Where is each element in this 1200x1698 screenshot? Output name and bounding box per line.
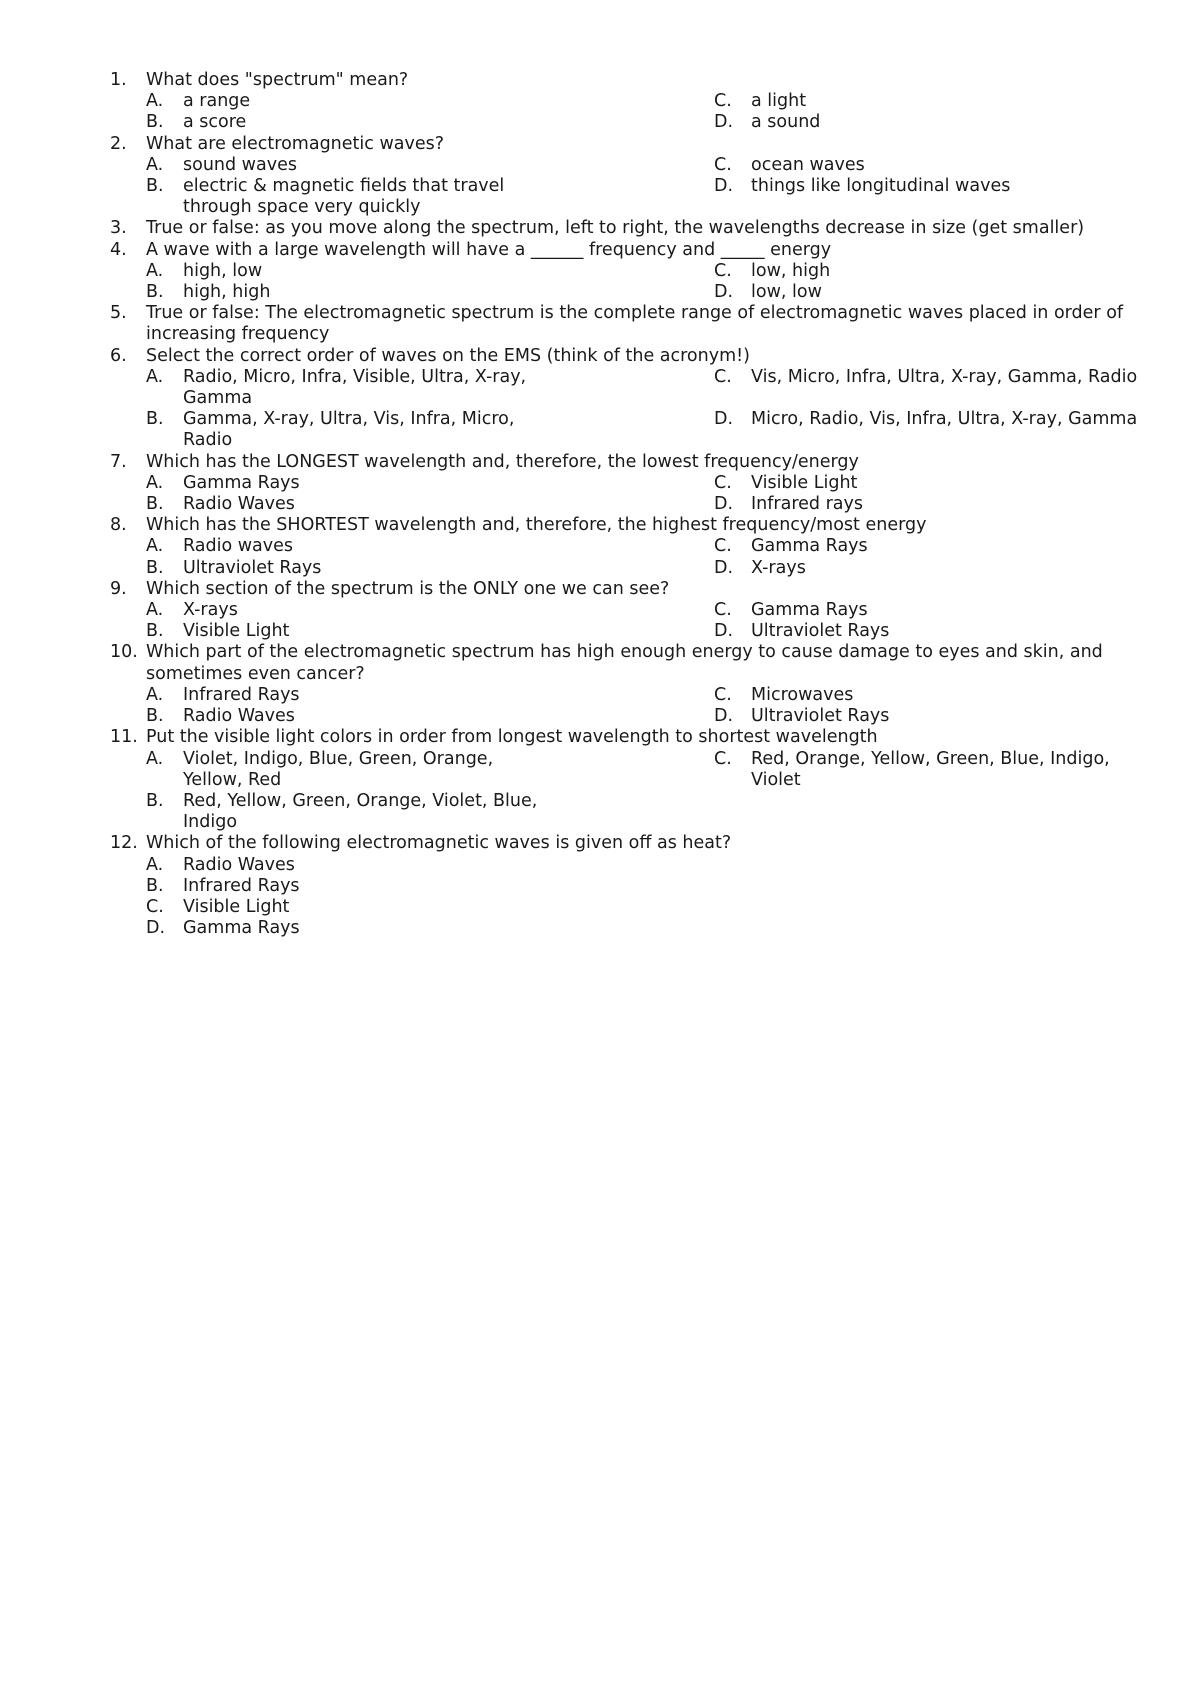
option-text: Visible Light xyxy=(183,621,290,642)
answer-option xyxy=(600,685,1200,706)
option-text: ocean waves xyxy=(751,154,865,175)
option-text: low, low xyxy=(751,282,822,303)
option-letter: C. xyxy=(714,366,732,387)
question-text: What are electromagnetic waves? xyxy=(146,133,445,154)
answer-option xyxy=(0,176,600,218)
option-letter: D. xyxy=(714,706,734,727)
option-letter: D. xyxy=(714,557,734,578)
answer-option xyxy=(0,855,1200,876)
option-letter: D. xyxy=(714,112,734,133)
question-line xyxy=(0,833,1200,854)
option-letter: A. xyxy=(146,472,164,493)
question-number: 7. xyxy=(110,451,127,472)
option-letter: A. xyxy=(146,154,164,175)
option-text: a sound xyxy=(751,112,821,133)
answer-option xyxy=(0,409,600,451)
option-text: Microwaves xyxy=(751,684,854,705)
answer-options xyxy=(0,685,1200,727)
answer-option xyxy=(600,282,1200,303)
question-line xyxy=(0,134,1200,155)
question-text: A wave with a large wavelength will have a ______ frequency and _____ energy xyxy=(146,239,832,260)
question-line xyxy=(0,452,1200,473)
answer-option xyxy=(0,621,600,642)
option-letter: B. xyxy=(146,621,164,642)
option-text: Vis, Micro, Infra, Ultra, X-ray, Gamma, Radio xyxy=(751,366,1138,387)
question-number: 11. xyxy=(110,727,138,748)
question-line xyxy=(0,218,1200,239)
answer-option xyxy=(0,897,1200,918)
question-number: 5. xyxy=(110,303,127,324)
option-letter: D. xyxy=(714,494,734,515)
question-item xyxy=(0,452,1200,516)
option-letter: D. xyxy=(714,409,734,430)
option-letter: C. xyxy=(714,600,732,621)
option-text: sound waves xyxy=(183,154,297,175)
option-letter: A. xyxy=(146,684,164,705)
option-text: X-rays xyxy=(751,557,806,578)
option-letter: A. xyxy=(146,748,164,769)
question-text: Which has the SHORTEST wavelength and, therefore, the highest frequency/most energy xyxy=(146,515,927,536)
option-text: Radio Waves xyxy=(183,706,295,727)
option-text: Infrared Rays xyxy=(183,875,300,896)
question-text: What does "spectrum" mean? xyxy=(146,70,409,90)
option-letter: A. xyxy=(146,260,164,281)
question-line xyxy=(0,70,1200,91)
answer-options xyxy=(0,91,1200,133)
answer-option xyxy=(600,473,1200,494)
answer-option xyxy=(0,473,600,494)
answer-option xyxy=(600,261,1200,282)
question-text: True or false: as you move along the spectrum, left to right, the wavelengths decrease in size (get smaller) xyxy=(146,218,1085,239)
option-text: Gamma Rays xyxy=(751,600,868,621)
answer-options xyxy=(0,261,1200,303)
question-item xyxy=(0,240,1200,304)
question-line xyxy=(0,240,1200,261)
answer-option xyxy=(600,91,1200,112)
option-text: Infrared Rays xyxy=(183,684,300,705)
question-number: 2. xyxy=(110,133,127,154)
answer-option xyxy=(0,536,600,557)
question-line xyxy=(0,346,1200,367)
option-letter: A. xyxy=(146,854,164,875)
question-line xyxy=(0,579,1200,600)
answer-option xyxy=(600,409,1200,451)
option-text: Ultraviolet Rays xyxy=(751,621,890,642)
option-letter: A. xyxy=(146,536,164,557)
question-text: Which of the following electromagnetic waves is given off as heat? xyxy=(146,833,732,854)
option-text: Visible Light xyxy=(751,472,858,493)
option-text: Micro, Radio, Vis, Infra, Ultra, X-ray, Gamma xyxy=(751,409,1138,430)
option-text: Red, Orange, Yellow, Green, Blue, Indigo, Violet xyxy=(751,748,1110,790)
question-text: Which part of the electromagnetic spectrum has high enough energy to cause damage to eyes and skin, and sometimes even cancer? xyxy=(146,642,1103,684)
option-text: Gamma Rays xyxy=(183,918,300,939)
option-letter: B. xyxy=(146,176,164,197)
answer-option xyxy=(0,367,600,409)
option-text: Radio Waves xyxy=(183,494,295,515)
question-item xyxy=(0,70,1200,134)
option-text: things like longitudinal waves xyxy=(751,176,1011,197)
option-text: Violet, Indigo, Blue, Green, Orange, Yellow, Red xyxy=(183,748,494,790)
option-text: electric & magnetic fields that travel through space very quickly xyxy=(183,176,505,218)
option-text: high, low xyxy=(183,260,263,281)
answer-option xyxy=(0,876,1200,897)
answer-option xyxy=(0,282,600,303)
option-text: Radio, Micro, Infra, Visible, Ultra, X-ray, Gamma xyxy=(183,366,527,409)
option-letter: A. xyxy=(146,91,164,112)
answer-option xyxy=(0,918,1200,939)
answer-options xyxy=(0,367,1200,452)
answer-option xyxy=(600,706,1200,727)
option-letter: C. xyxy=(714,154,732,175)
question-line xyxy=(0,727,1200,748)
answer-option xyxy=(0,749,600,791)
answer-option xyxy=(600,367,1200,409)
option-text: Gamma Rays xyxy=(183,472,300,493)
question-item xyxy=(0,642,1200,727)
answer-option xyxy=(0,600,600,621)
answer-option xyxy=(600,112,1200,133)
question-item xyxy=(0,346,1200,452)
answer-options xyxy=(0,536,1200,578)
option-text: a score xyxy=(183,112,247,133)
question-number: 10. xyxy=(110,642,138,663)
question-text: True or false: The electromagnetic spectrum is the complete range of electromagnetic waves placed in order of increasing frequency xyxy=(146,303,1124,345)
answer-option xyxy=(600,558,1200,579)
question-text: Put the visible light colors in order from longest wavelength to shortest wavelength xyxy=(146,727,878,748)
answer-option xyxy=(600,176,1200,218)
option-letter: B. xyxy=(146,494,164,515)
option-letter: C. xyxy=(714,684,732,705)
answer-options xyxy=(0,155,1200,219)
option-text: Ultraviolet Rays xyxy=(183,557,322,578)
option-text: Red, Yellow, Green, Orange, Violet, Blue, Indigo xyxy=(183,790,538,833)
question-item xyxy=(0,218,1200,239)
question-item xyxy=(0,515,1200,579)
option-letter: B. xyxy=(146,409,164,430)
option-letter: D. xyxy=(714,621,734,642)
answer-option xyxy=(600,494,1200,515)
option-letter: B. xyxy=(146,875,164,896)
option-text: low, high xyxy=(751,260,831,281)
question-text: Select the correct order of waves on the EMS (think of the acronym!) xyxy=(146,345,750,366)
option-text: X-rays xyxy=(183,600,238,621)
answer-options xyxy=(0,473,1200,515)
question-text: Which has the LONGEST wavelength and, therefore, the lowest frequency/energy xyxy=(146,451,859,472)
option-text: Ultraviolet Rays xyxy=(751,706,890,727)
question-number: 4. xyxy=(110,239,127,260)
option-letter: D. xyxy=(714,176,734,197)
answer-option xyxy=(0,685,600,706)
question-item xyxy=(0,727,1200,833)
option-text: Infrared rays xyxy=(751,494,863,515)
answer-option xyxy=(0,706,600,727)
option-letter: B. xyxy=(146,706,164,727)
answer-option xyxy=(0,112,600,133)
answer-option xyxy=(600,621,1200,642)
question-line xyxy=(0,303,1200,345)
question-item xyxy=(0,134,1200,219)
option-letter: C. xyxy=(714,536,732,557)
question-item xyxy=(0,833,1200,939)
question-number: 8. xyxy=(110,515,127,536)
answer-option xyxy=(600,600,1200,621)
option-text: Gamma, X-ray, Ultra, Vis, Infra, Micro, Radio xyxy=(183,409,515,451)
answer-option xyxy=(0,91,600,112)
option-letter: C. xyxy=(714,91,732,112)
option-text: high, high xyxy=(183,282,271,303)
option-letter: B. xyxy=(146,557,164,578)
answer-options xyxy=(0,855,1200,940)
option-text: a light xyxy=(751,91,807,112)
option-letter: A. xyxy=(146,600,164,621)
question-line xyxy=(0,642,1200,684)
option-letter: B. xyxy=(146,282,164,303)
option-text: Radio Waves xyxy=(183,854,295,875)
question-number: 3. xyxy=(110,218,127,239)
option-letter: C. xyxy=(714,748,732,769)
question-item xyxy=(0,303,1200,345)
option-letter: C. xyxy=(146,896,164,917)
option-letter: A. xyxy=(146,366,164,387)
option-letter: C. xyxy=(714,260,732,281)
answer-option xyxy=(0,494,600,515)
answer-option xyxy=(600,155,1200,176)
question-line xyxy=(0,515,1200,536)
answer-options xyxy=(0,600,1200,642)
option-text: Visible Light xyxy=(183,896,290,917)
option-letter: B. xyxy=(146,112,164,133)
option-letter: D. xyxy=(714,282,734,303)
question-number: 6. xyxy=(110,345,127,366)
option-letter: C. xyxy=(714,472,732,493)
option-text: Radio waves xyxy=(183,536,294,557)
answer-option xyxy=(0,791,600,833)
answer-option xyxy=(0,558,600,579)
question-number: 12. xyxy=(110,833,138,854)
answer-option xyxy=(600,536,1200,557)
option-letter: D. xyxy=(146,918,166,939)
answer-option xyxy=(0,155,600,176)
answer-option xyxy=(0,261,600,282)
option-text: Gamma Rays xyxy=(751,536,868,557)
option-text: a range xyxy=(183,91,251,112)
question-number: 9. xyxy=(110,578,127,599)
question-text: Which section of the spectrum is the ONLY one we can see? xyxy=(146,578,670,599)
answer-option xyxy=(600,749,1200,791)
question-item xyxy=(0,579,1200,643)
quiz-document xyxy=(0,70,1200,939)
answer-options xyxy=(0,749,1200,834)
question-number: 1. xyxy=(110,70,127,90)
option-letter: B. xyxy=(146,790,164,811)
